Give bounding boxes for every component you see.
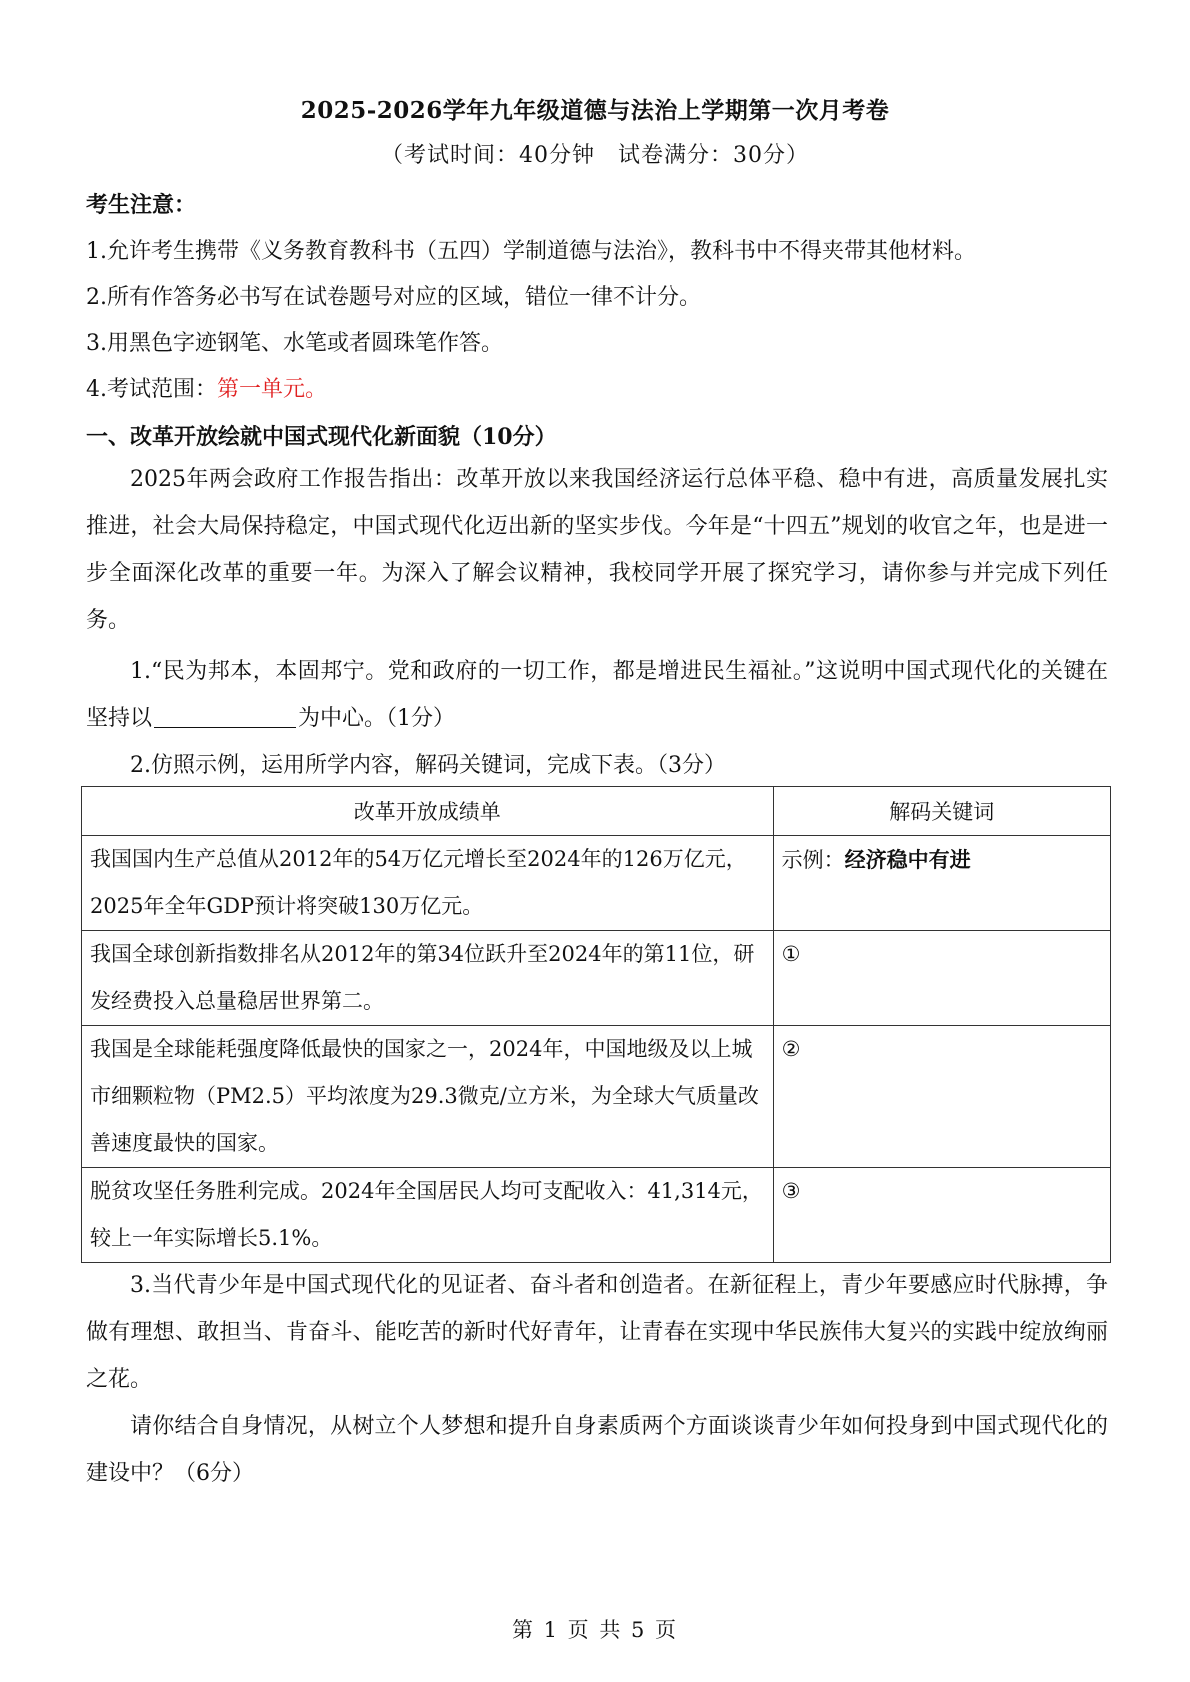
notice-item-4 — [86, 372, 327, 403]
table-header-keywords: 解码关键词 — [773, 787, 1110, 836]
table-cell-achievement: 脱贫攻坚任务胜利完成。2024年全国居民人均可支配收入：41,314元，较上一年实际增长5.1%。 — [82, 1168, 774, 1263]
question-3-prompt: 请你结合自身情况，从树立个人梦想和提升自身素质两个方面谈谈青少年如何投身到中国式现代化的建设中？（6分） — [86, 1414, 1108, 1486]
example-answer: 经济稳中有进 — [844, 847, 971, 872]
table-row — [82, 931, 1111, 1026]
exam-subtitle: （考试时间：40分钟 试卷满分：30分） — [381, 143, 809, 168]
page-number: 第 1 页 共 5 页 — [511, 1618, 679, 1642]
notice-heading: 考生注意： — [86, 192, 197, 218]
scope-label: 4.考试范围： — [86, 377, 217, 402]
answer-blank[interactable] — [154, 705, 296, 728]
scope-value: 第一单元。 — [217, 377, 328, 402]
question-1-tail: 为中心。（1分） — [298, 706, 456, 731]
notice-item-1: 1.允许考生携带《义务教育教科书（五四）学制道德与法治》，教科书中不得夹带其他材料。 — [86, 239, 976, 264]
notice-item-3: 3.用黑色字迹钢笔、水笔或者圆珠笔作答。 — [86, 331, 503, 356]
notice-item-2: 2.所有作答务必书写在试卷题号对应的区域，错位一律不计分。 — [86, 285, 701, 310]
table-header-achievements: 改革开放成绩单 — [82, 787, 774, 836]
table-row — [82, 1168, 1111, 1263]
question-1 — [86, 648, 1108, 742]
section-heading: 一、改革开放绘就中国式现代化新面貌（10分） — [86, 424, 557, 450]
table-cell-keyword[interactable] — [773, 1168, 1110, 1263]
answer-marker-3: ③ — [781, 1179, 801, 1203]
table-row — [82, 1026, 1111, 1168]
question-1-text: 1.“民为邦本，本固邦宁。党和政府的一切工作，都是增进民生福祉。”这说明中国式现代化的关键在坚持以 — [86, 659, 1108, 731]
answer-marker-2: ② — [781, 1037, 801, 1061]
table-cell-keyword[interactable] — [773, 931, 1110, 1026]
table-header-row — [82, 787, 1111, 836]
question-2: 2.仿照示例，运用所学内容，解码关键词，完成下表。（3分） — [130, 753, 726, 778]
section-intro: 2025年两会政府工作报告指出：改革开放以来我国经济运行总体平稳、稳中有进，高质量发展扎实推进，社会大局保持稳定，中国式现代化迈出新的坚实步伐。今年是“十四五”规划的收官之年，也是进一步全面深化改革的重要一年。为深入了解会议精神，我校同学开展了探究学习，请你参与并完成下列任务。 — [86, 467, 1108, 633]
exam-title: 2025-2026学年九年级道德与法治上学期第一次月考卷 — [300, 97, 890, 124]
answer-marker-1: ① — [781, 942, 801, 966]
table-cell-keyword[interactable] — [773, 1026, 1110, 1168]
achievement-table — [81, 786, 1111, 1263]
table-cell-achievement: 我国国内生产总值从2012年的54万亿元增长至2024年的126万亿元，2025年全年GDP预计将突破130万亿元。 — [82, 836, 774, 931]
question-3-material: 3.当代青少年是中国式现代化的见证者、奋斗者和创造者。在新征程上，青少年要感应时代脉搏，争做有理想、敢担当、肯奋斗、能吃苦的新时代好青年，让青春在实现中华民族伟大复兴的实践中绽放绚丽之花。 — [86, 1273, 1108, 1392]
table-cell-achievement: 我国是全球能耗强度降低最快的国家之一，2024年，中国地级及以上城市细颗粒物（PM2.5）平均浓度为29.3微克/立方米，为全球大气质量改善速度最快的国家。 — [82, 1026, 774, 1168]
example-label: 示例： — [781, 848, 845, 872]
table-row — [82, 836, 1111, 931]
table-cell-achievement: 我国全球创新指数排名从2012年的第34位跃升至2024年的第11位，研发经费投入总量稳居世界第二。 — [82, 931, 774, 1026]
table-cell-keyword — [773, 836, 1110, 931]
